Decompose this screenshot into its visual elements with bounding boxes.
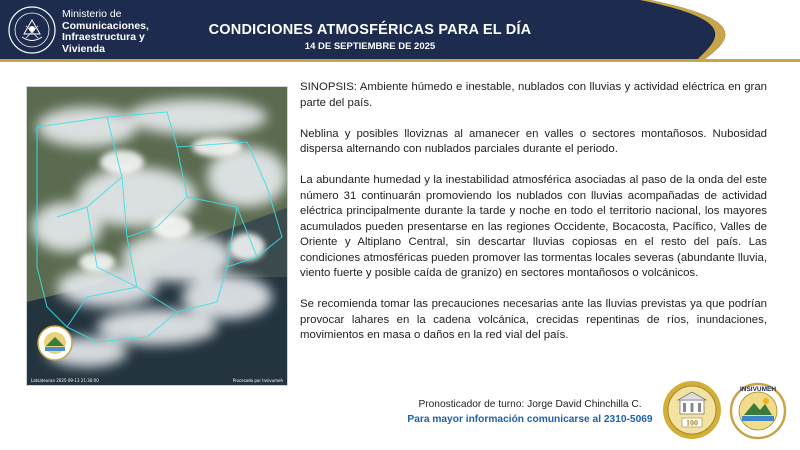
satellite-caption: Latsateuran 2025-09-13 21:30:00 bbox=[31, 378, 99, 383]
forecaster-on-duty: Pronosticador de turno: Jorge David Chinchilla C. bbox=[418, 399, 642, 410]
insivumeh-watermark-seal bbox=[37, 325, 73, 361]
seal-100-text: 100 bbox=[686, 418, 698, 428]
guatemala-coat-of-arms-logo bbox=[8, 6, 56, 54]
paragraph-synopsis: SINOPSIS: Ambiente húmedo e inestable, nublados con lluvias y actividad eléctrica en gran parte del país. bbox=[300, 81, 767, 109]
report-date: 14 DE SEPTIEMBRE DE 2025 bbox=[304, 41, 436, 52]
ministry-line-2: Comunicaciones, bbox=[62, 19, 149, 32]
ministry-line-3: Infraestructura y bbox=[62, 31, 145, 43]
header-bar bbox=[0, 0, 800, 62]
ministry-name bbox=[62, 9, 202, 55]
ministry-line-4: Vivienda bbox=[62, 42, 105, 55]
page-title: CONDICIONES ATMOSFÉRICAS PARA EL DÍA bbox=[208, 22, 532, 38]
paragraph-recommendation: Se recomienda tomar las precauciones necesarias ante las lluvias previstas ya que podrían provocar lahares en la cadena volcánica, crecidas repentinas de ríos, inundaciones, movimientos en masa o daños en la red vial del país. bbox=[300, 298, 767, 341]
centenary-seal-icon bbox=[662, 380, 722, 440]
insivumeh-logo-icon bbox=[728, 382, 788, 440]
ministry-line-1: Ministerio de bbox=[62, 8, 122, 20]
header-gold-stripe bbox=[0, 59, 800, 62]
contact-info: Para mayor información comunicarse al 2310-5069 bbox=[407, 414, 653, 425]
satellite-image bbox=[26, 86, 288, 386]
paragraph-conditions: La abundante humedad y la inestabilidad atmosférica asociadas al paso de la onda del este número 31 continuarán promoviendo los nublados con lluvias acompañadas de actividad eléctrica principalmente durante la tarde y noche en todo el territorio nacional, los mayores acumulados pueden presentarse en las regiones Occidente, Bocacosta, Pacífico, Valles de Oriente y Altiplano Central, sin descartar lluvias copiosas en el resto del país. Las condiciones atmosféricas pueden promover las tormentas locales severas (abundante lluvia, viento fuerte y posible caída de granizo) en sectores montañosos o volcánicos. bbox=[300, 174, 767, 279]
forecast-text bbox=[300, 80, 767, 359]
header-wave-decoration bbox=[610, 0, 800, 59]
paragraph-fog: Neblina y posibles lloviznas al amanecer en valles o sectores montañosos. Nubosidad dispersa alternando con nublados parciales durante el periodo. bbox=[300, 127, 767, 155]
satellite-credit: Procesado por Insivumeh bbox=[232, 378, 283, 383]
insivumeh-logo-text: INSIVUMEH bbox=[739, 386, 777, 393]
